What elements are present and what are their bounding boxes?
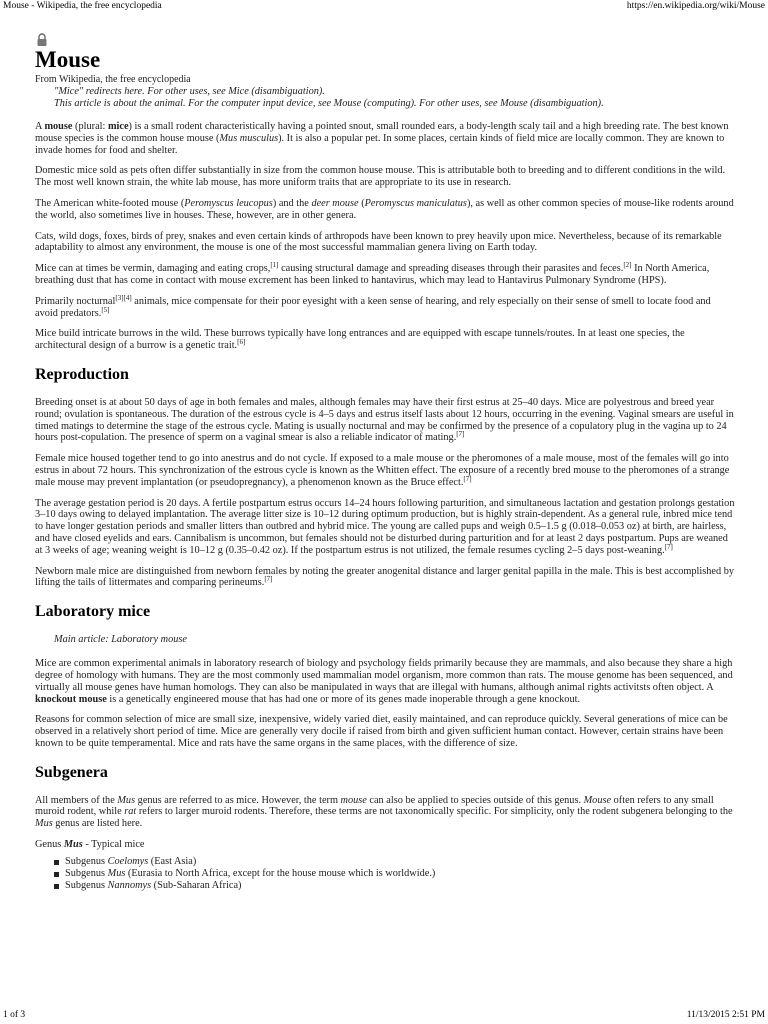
citation-ref[interactable]: [6] xyxy=(237,338,246,347)
paragraph: Domestic mice sold as pets often differ substantially in size from the common house mouse. This is attributable both to breeding and to different conditions in the wild. The most well known strain, the white lab mouse, has more uniform traits that are appropriate to its use in research. xyxy=(35,165,726,189)
page-number: 1 of 3 xyxy=(3,1010,26,1020)
section-heading-subgenera: Subgenera xyxy=(35,763,108,781)
citation-ref[interactable]: [5] xyxy=(101,305,110,314)
paragraph: Mice build intricate burrows in the wild. These burrows typically have long entrances and are equipped with escape tunnels/routes. In at least one species, the architectural design of a burrow is a genetic trait.[6] xyxy=(35,328,685,352)
print-header-title: Mouse - Wikipedia, the free encyclopedia xyxy=(3,1,162,11)
list-item-text: Subgenus Nannomys (Sub-Saharan Africa) xyxy=(65,879,242,891)
citation-ref[interactable]: [1] xyxy=(270,261,279,270)
print-header xyxy=(0,0,768,14)
bullet-icon xyxy=(54,872,59,877)
paragraph: The average gestation period is 20 days. A fertile postpartum estrus occurs 14–24 hours following parturition, and simultaneous lactation and gestation prolongs gestation 3–10 days owing to delayed implantation. The average litter size is 10–12 during optimum production, but is highly strain-dependent. As a general rule, inbred mice tend to have longer gestation periods and smaller litters than outbred and hybrid mice. The young are called pups and weigh 0.5–1.5 g (0.018–0.053 oz) at birth, are hairless, and have closed eyelids and ears. Cannibalism is uncommon, but females should not be disturbed during parturition and for at least 2 days postpartum. Pups are weaned at 3 weeks of age; weaning weight is 10–12 g (0.35–0.42 oz). If the postpartum estrus is not utilized, the female resumes cycling 2–5 days post-weaning.[7] xyxy=(35,497,735,556)
reproduction-section xyxy=(35,397,735,589)
bullet-icon xyxy=(54,860,59,865)
print-header-url: https://en.wikipedia.org/wiki/Mouse xyxy=(626,1,765,11)
paragraph: All members of the Mus genus are referred to as mice. However, the term mouse can also be applied to species outside of this genus. Mouse often refers to any small muroid rodent, while rat refers to larger muroid rodents. Therefore, these terms are not taxonomically specific. For simplicity, only the rodent subgenera belonging to the Mus genus are listed here. xyxy=(35,794,733,830)
citation-ref[interactable]: [2] xyxy=(623,261,632,270)
citation-ref[interactable]: [7] xyxy=(463,474,472,483)
paragraph: Newborn male mice are distinguished from newborn females by noting the greater anogenital distance and larger genital papilla in the male. This is best accomplished by lifting the tails of littermates and comparing perineums.[7] xyxy=(35,565,735,589)
paragraph: A mouse (plural: mice) is a small rodent characteristically having a pointed snout, small rounded ears, a body-length scaly tail and a high breeding rate. The best known mouse species is the common house mouse (Mus musculus). It is also a popular pet. In some places, certain kinds of field mice are locally common. They are known to invade homes for food and shelter. xyxy=(35,121,729,156)
paragraph: Cats, wild dogs, foxes, birds of prey, snakes and even certain kinds of arthropods have been known to prey heavily upon mice. Nevertheless, because of its remarkable adaptability to almost any environment, the mouse is one of the most successful mammalian genera living on Earth today. xyxy=(35,230,722,254)
laboratory-section xyxy=(35,658,735,750)
citation-ref[interactable]: [3][4] xyxy=(115,293,132,302)
citation-ref[interactable]: [7] xyxy=(456,430,465,439)
list-item xyxy=(54,868,735,880)
subgenera-list xyxy=(35,856,735,892)
paragraph: Mice can at times be vermin, damaging and eating crops,[1] causing structural damage and spreading diseases through their parasites and feces.[2] In North America, breathing dust that has come in contact with mouse excrement has been linked to hantavirus, which may lead to Hantavirus Pulmonary Syndrome (HPS). xyxy=(35,261,710,286)
section-heading-reproduction: Reproduction xyxy=(35,365,129,383)
paragraph: The American white-footed mouse (Peromyscus leucopus) and the deer mouse (Peromyscus maniculatus), as well as other common species of mouse-like rodents around the world, also sometimes live in houses. These, however, are in other genera. xyxy=(35,197,734,221)
paragraph: Reasons for common selection of mice are small size, inexpensive, widely varied diet, easily maintained, and can reproduce quickly. Several generations of mice can be observed in a relatively short period of time. Mice are generally very docile if raised from birth and given sufficient human contact. However, certain strains have been known to be quite temperamental. Mice and rats have the same organs in the same places, with the difference of size. xyxy=(35,714,728,749)
page-title: Mouse xyxy=(35,47,101,72)
list-item xyxy=(54,856,735,868)
citation-ref[interactable]: [7] xyxy=(264,575,273,584)
main-article-link[interactable]: Main article: Laboratory mouse xyxy=(54,634,187,646)
print-footer xyxy=(0,1010,768,1024)
genus-line: Genus Mus - Typical mice xyxy=(35,839,145,851)
list-item xyxy=(54,880,735,892)
subgenera-section xyxy=(35,795,735,892)
paragraph: Primarily nocturnal[3][4] animals, mice compensate for their poor eyesight with a keen sense of hearing, and rely especially on their sense of smell to locate food and avoid predators.[5] xyxy=(35,293,711,319)
section-heading-laboratory-mice: Laboratory mice xyxy=(35,603,151,621)
page-subtitle: From Wikipedia, the free encyclopedia xyxy=(35,74,191,85)
paragraph: Mice are common experimental animals in laboratory research of biology and psychology fields primarily because they are mammals, and also because they share a high degree of homology with humans. They are the most commonly used mammalian model organism, more common than rats. The mouse genome has been sequenced, and virtually all mouse genes have human homologs. They can also be manipulated in ways that are illegal with humans, although animal rights activitsts often object. A knockout mouse is a genetically engineered mouse that has had one or more of its genes made inoperable through a gene knockout. xyxy=(35,658,733,705)
hatnote[interactable]: This article is about the animal. For the computer input device, see Mouse (computing). For other uses, see Mouse (disambiguation). xyxy=(54,98,604,109)
hatnote[interactable]: "Mice" redirects here. For other uses, see Mice (disambiguation). xyxy=(54,86,325,97)
paragraph: Breeding onset is at about 50 days of age in both females and males, although females may have their first estrus at 25–40 days. Mice are polyestrous and breed year round; ovulation is spontaneous. The duration of the estrous cycle is 4–5 days and estrus itself lasts about 12 hours, occurring in the evening. Vaginal smears are useful in timed matings to determine the stage of the estrous cycle. Mating is usually nocturnal and may be confirmed by the presence of a copulatory plug in the vagina up to 24 hours post-copulation. The presence of sperm on a vaginal smear is also a reliable indicator of mating.[7] xyxy=(35,396,734,444)
citation-ref[interactable]: [7] xyxy=(664,542,673,551)
list-item-text: Subgenus Coelomys (East Asia) xyxy=(65,855,197,867)
list-item-text: Subgenus Mus (Eurasia to North Africa, except for the house mouse which is worldwide.) xyxy=(65,867,436,879)
print-datetime: 11/13/2015 2:51 PM xyxy=(686,1010,765,1020)
bullet-icon xyxy=(54,884,59,889)
intro-section xyxy=(35,121,735,352)
paragraph: Female mice housed together tend to go into anestrus and do not cycle. If exposed to a male mouse or the pheromones of a male mouse, most of the females will go into estrus in about 72 hours. This synchronization of the estrous cycle is known as the Whitten effect. The exposure of a recently bred mouse to the pheromones of a strange male mouse may prevent implantation (or pseudopregnancy), a phenomenon known as the Bruce effect.[7] xyxy=(35,453,730,488)
article xyxy=(35,33,735,892)
